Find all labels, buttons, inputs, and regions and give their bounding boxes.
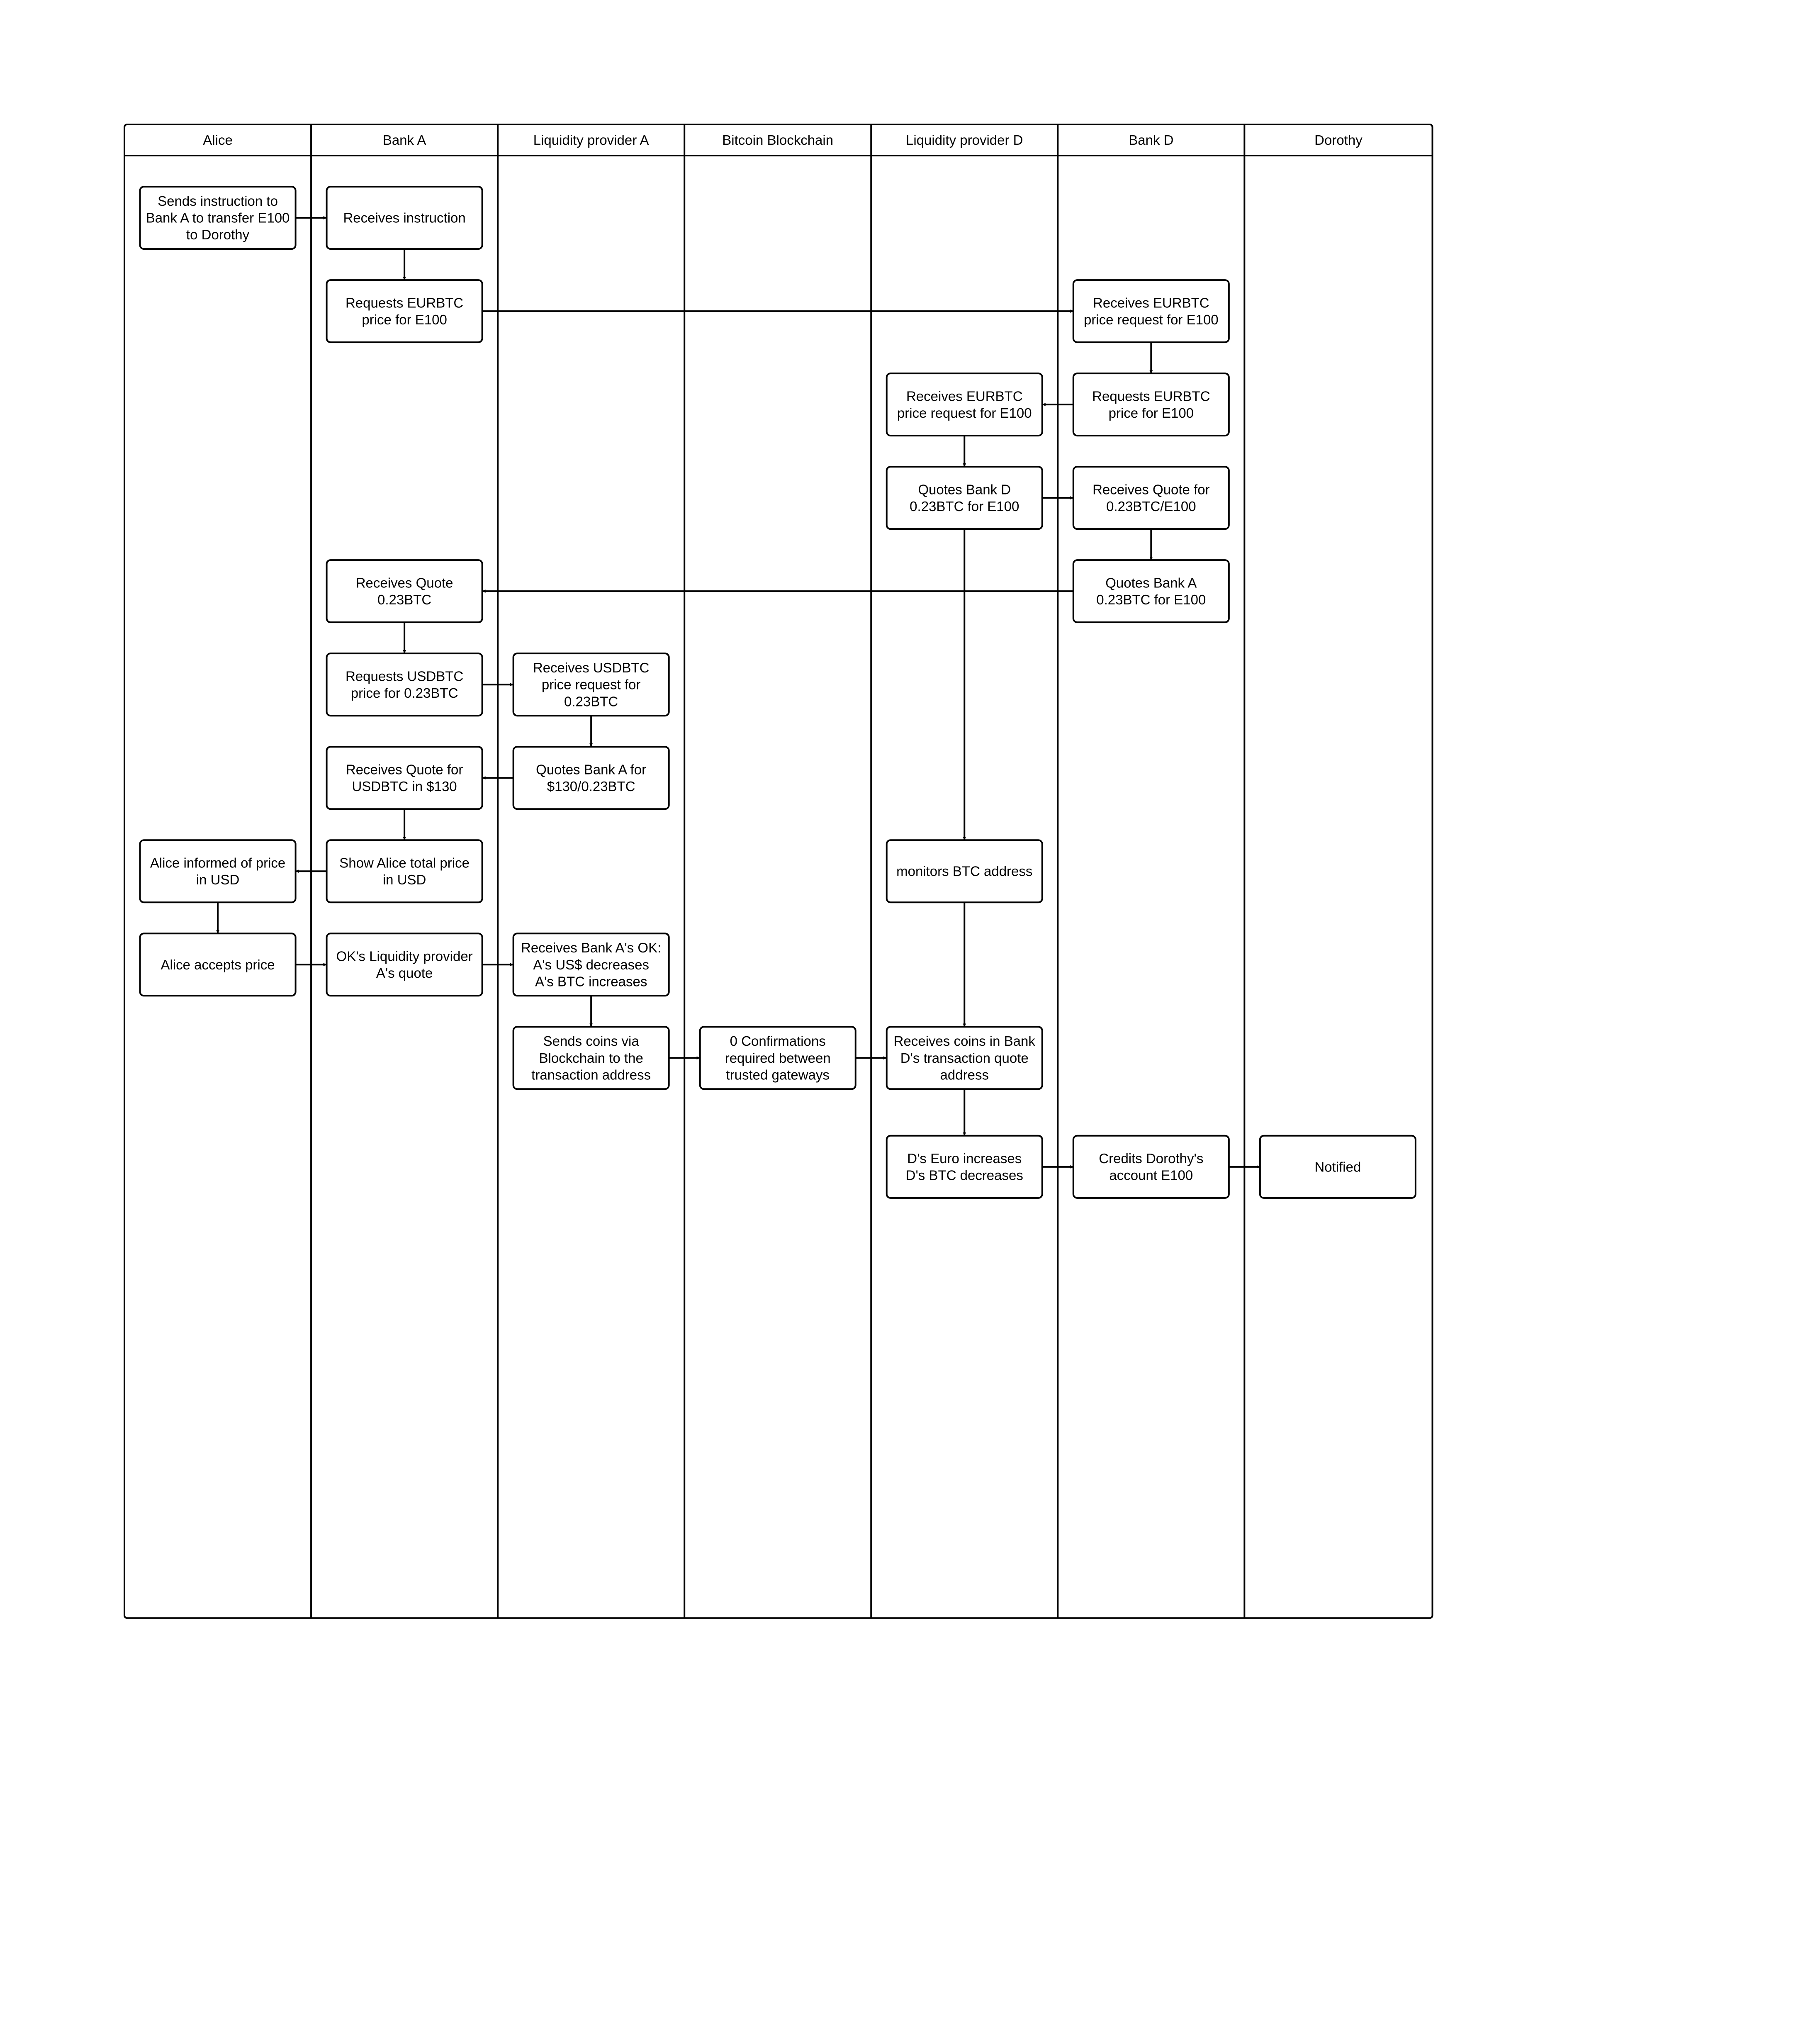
step-box-outline xyxy=(887,373,1042,436)
step-box-s7 xyxy=(887,467,1042,529)
step-box-s2 xyxy=(327,187,482,249)
step-box-s26 xyxy=(1260,1136,1416,1198)
step-text: Bank A to transfer E100 xyxy=(146,210,290,226)
step-text: Receives EURBTC xyxy=(1093,295,1209,311)
step-text: Sends coins via xyxy=(543,1033,639,1049)
step-box-s20 xyxy=(513,933,669,996)
step-text: price for 0.23BTC xyxy=(350,685,458,701)
step-box-s10 xyxy=(327,560,482,622)
step-text: price for E100 xyxy=(1108,405,1194,421)
step-text: 0.23BTC for E100 xyxy=(1096,592,1206,607)
step-box-s17 xyxy=(887,840,1042,902)
step-text: price for E100 xyxy=(362,312,447,327)
step-text: trusted gateways xyxy=(726,1067,830,1083)
step-text: D's BTC decreases xyxy=(905,1167,1023,1183)
step-box-outline xyxy=(327,933,482,996)
step-box-s24 xyxy=(887,1136,1042,1198)
lane-header-dorothy: Dorothy xyxy=(1314,132,1363,148)
step-text: required between xyxy=(725,1050,831,1066)
step-box-s11 xyxy=(327,653,482,716)
step-text: price request for xyxy=(541,677,641,692)
step-text: Credits Dorothy's xyxy=(1099,1151,1204,1166)
step-text: 0 Confirmations xyxy=(730,1033,826,1049)
step-text: Notified xyxy=(1314,1159,1361,1175)
step-text: D's transaction quote xyxy=(900,1050,1029,1066)
step-text: USDBTC in $130 xyxy=(352,779,457,794)
step-box-outline xyxy=(1073,373,1229,436)
step-text: in USD xyxy=(382,872,426,888)
step-box-outline xyxy=(513,747,669,809)
step-text: price request for E100 xyxy=(897,405,1032,421)
step-box-s13 xyxy=(513,747,669,809)
step-box-s18 xyxy=(140,933,296,996)
step-text: 0.23BTC xyxy=(377,592,432,607)
step-text: Receives Quote for xyxy=(1092,482,1210,497)
step-box-outline xyxy=(887,1136,1042,1198)
step-box-s19 xyxy=(327,933,482,996)
step-box-outline xyxy=(1073,280,1229,342)
step-text: Requests EURBTC xyxy=(1092,388,1210,404)
step-box-s1 xyxy=(140,187,296,249)
step-box-s23 xyxy=(887,1027,1042,1089)
step-text: Receives Quote for xyxy=(346,762,463,777)
step-text: 0.23BTC xyxy=(564,694,618,709)
step-text: D's Euro increases xyxy=(907,1151,1022,1166)
step-text: price request for E100 xyxy=(1083,312,1219,327)
step-text: monitors BTC address xyxy=(896,863,1033,879)
step-text: Receives instruction xyxy=(343,210,466,226)
step-box-s4 xyxy=(1073,280,1229,342)
step-text: Receives coins in Bank xyxy=(893,1033,1035,1049)
step-text: Quotes Bank A xyxy=(1105,575,1197,591)
step-text: Quotes Bank A for xyxy=(536,762,647,777)
step-text: Receives Bank A's OK: xyxy=(521,940,662,956)
lane-header-blockchain: Bitcoin Blockchain xyxy=(722,132,834,148)
step-box-outline xyxy=(327,653,482,716)
step-box-s21 xyxy=(513,1027,669,1089)
step-text: 0.23BTC for E100 xyxy=(910,498,1019,514)
step-text: Show Alice total price xyxy=(339,855,470,871)
lane-header-lp-d: Liquidity provider D xyxy=(906,132,1023,148)
step-text: Alice informed of price xyxy=(150,855,286,871)
step-text: account E100 xyxy=(1109,1167,1193,1183)
step-box-outline xyxy=(887,467,1042,529)
step-text: A's BTC increases xyxy=(535,974,647,989)
step-box-outline xyxy=(327,747,482,809)
lane-header-alice: Alice xyxy=(203,132,233,148)
step-text: address xyxy=(940,1067,989,1083)
step-box-s5 xyxy=(1073,373,1229,436)
step-box-s22 xyxy=(700,1027,856,1089)
step-box-s14 xyxy=(327,747,482,809)
step-text: $130/0.23BTC xyxy=(547,779,635,794)
step-box-s15 xyxy=(327,840,482,902)
step-text: A's quote xyxy=(376,965,433,981)
step-text: A's US$ decreases xyxy=(533,957,649,972)
step-text: in USD xyxy=(196,872,240,888)
step-box-s6 xyxy=(887,373,1042,436)
step-box-s9 xyxy=(1073,560,1229,622)
lane-header-bank-a: Bank A xyxy=(382,132,426,148)
step-box-outline xyxy=(1073,1136,1229,1198)
step-text: transaction address xyxy=(531,1067,651,1083)
step-box-s3 xyxy=(327,280,482,342)
step-box-s12 xyxy=(513,653,669,716)
step-text: Receives USDBTC xyxy=(533,660,650,676)
step-text: Sends instruction to xyxy=(158,193,278,209)
step-text: Requests USDBTC xyxy=(345,668,464,684)
step-box-outline xyxy=(327,560,482,622)
step-text: Receives EURBTC xyxy=(906,388,1023,404)
lane-header-lp-a: Liquidity provider A xyxy=(533,132,649,148)
step-box-outline xyxy=(140,840,296,902)
process-steps xyxy=(140,187,1416,1198)
step-box-outline xyxy=(327,840,482,902)
lane-header-bank-d: Bank D xyxy=(1129,132,1174,148)
step-box-outline xyxy=(327,280,482,342)
step-box-outline xyxy=(1073,467,1229,529)
lane-headers xyxy=(203,132,1363,148)
step-box-s8 xyxy=(1073,467,1229,529)
step-box-s25 xyxy=(1073,1136,1229,1198)
step-text: Quotes Bank D xyxy=(918,482,1011,497)
step-box-s16 xyxy=(140,840,296,902)
step-box-outline xyxy=(1073,560,1229,622)
step-text: Blockchain to the xyxy=(539,1050,643,1066)
step-text: 0.23BTC/E100 xyxy=(1106,498,1196,514)
step-text: OK's Liquidity provider xyxy=(336,948,473,964)
step-text: to Dorothy xyxy=(186,227,250,243)
step-text: Receives Quote xyxy=(355,575,453,591)
step-text: Alice accepts price xyxy=(161,957,275,972)
step-text: Requests EURBTC xyxy=(345,295,464,311)
